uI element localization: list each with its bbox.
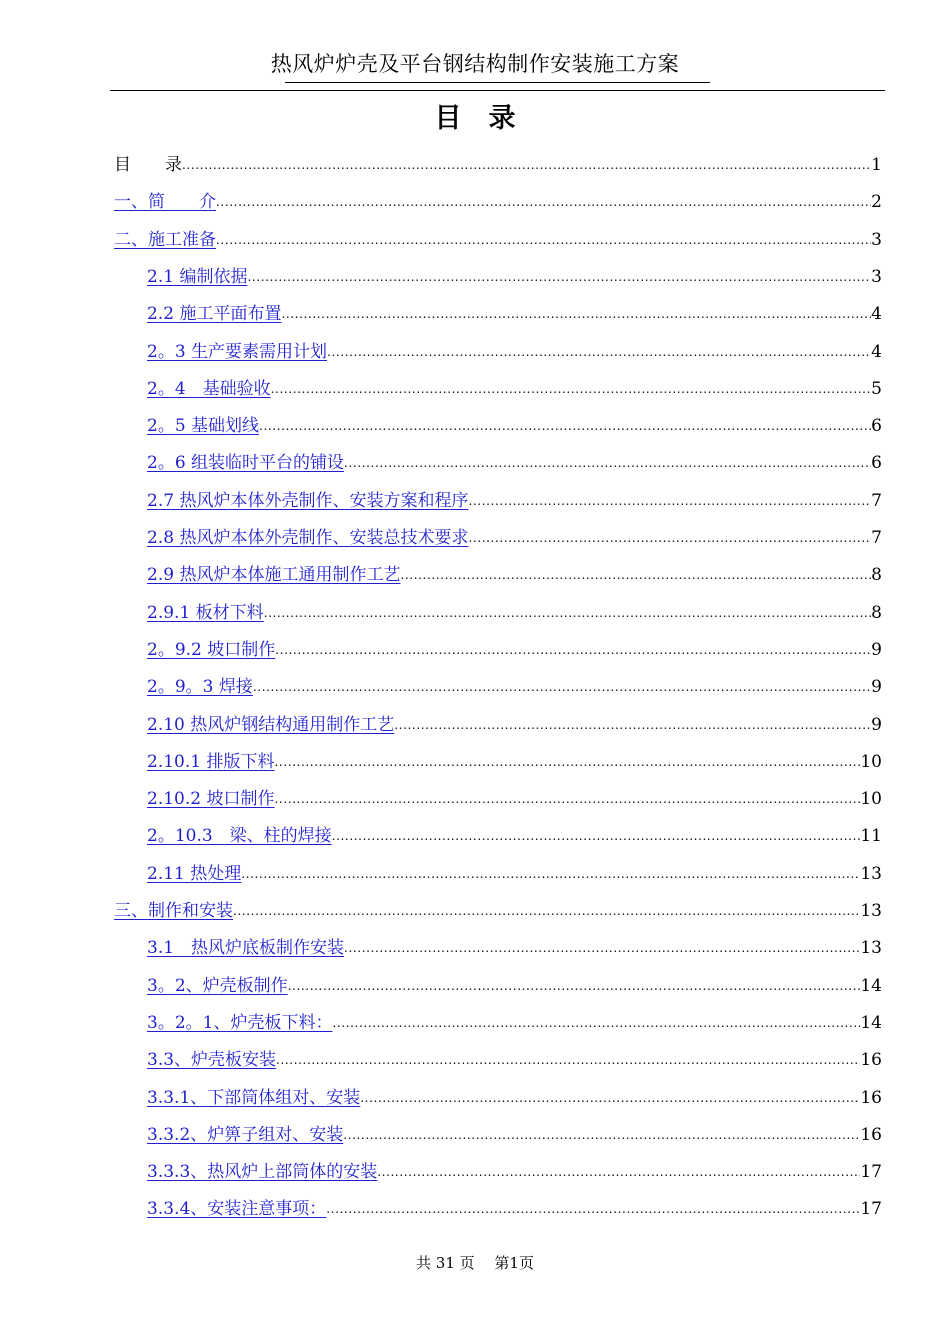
toc-entry-label[interactable]: 3.3.2、炉箅子组对、安装 (147, 1124, 344, 1145)
toc-entry-page-number: 16 (860, 1087, 882, 1108)
toc-entry[interactable] (147, 448, 882, 474)
toc-dot-leader (377, 1161, 860, 1183)
toc-entry-page-number: 16 (860, 1124, 882, 1145)
toc-dot-leader (241, 863, 860, 885)
toc-entry[interactable] (147, 971, 882, 997)
toc-dot-leader (468, 490, 871, 512)
toc-entry-label[interactable]: 3。2。1、炉壳板下料： (147, 1012, 333, 1033)
toc-entry-label[interactable]: 2。6 组装临时平台的铺设 (147, 453, 345, 474)
toc-entry-label[interactable]: 2。3 生产要素需用计划 (147, 341, 328, 362)
toc-dot-leader (344, 937, 860, 959)
toc-entry[interactable] (147, 635, 882, 661)
toc-dot-leader (182, 154, 871, 176)
toc-dot-leader (247, 266, 871, 288)
toc-entry-label[interactable]: 3.3.4、安装注意事项： (147, 1199, 327, 1220)
toc-entry[interactable] (147, 1157, 882, 1183)
toc-entry-label[interactable]: 3.1 热风炉底板制作安装 (147, 938, 345, 959)
toc-entry[interactable] (147, 299, 882, 325)
toc-entry[interactable] (147, 859, 882, 885)
toc-entry[interactable] (114, 896, 882, 922)
toc-entry-label[interactable]: 2.10 热风炉钢结构通用制作工艺 (147, 714, 395, 735)
toc-entry[interactable] (147, 411, 882, 437)
toc-entry-label[interactable]: 2。9。3 焊接 (147, 677, 253, 698)
toc-entry-label[interactable]: 3.3.3、热风炉上部筒体的安装 (147, 1162, 378, 1183)
toc-dot-leader (400, 564, 871, 586)
toc-dot-leader (326, 1198, 860, 1220)
toc-dot-leader (274, 751, 860, 773)
toc-dot-leader (276, 1049, 860, 1071)
toc-entry-page-number: 14 (860, 975, 882, 996)
toc-dot-leader (343, 1124, 860, 1146)
toc-entry[interactable] (147, 560, 882, 586)
toc-entry-page-number: 2 (871, 192, 882, 213)
toc-entry-label[interactable]: 3.3、炉壳板安装 (147, 1050, 277, 1071)
toc-dot-leader (271, 378, 872, 400)
toc-entry[interactable] (147, 672, 882, 698)
toc-dot-leader (275, 639, 871, 661)
toc-entry-page-number: 13 (860, 901, 882, 921)
toc-entry-page-number: 17 (860, 1199, 882, 1220)
toc-entry-page-number: 9 (871, 677, 882, 698)
toc-entry-page-number: 7 (871, 528, 882, 548)
page-footer: 共 31 页 第1页 (416, 1254, 534, 1272)
toc-entry[interactable] (147, 262, 882, 288)
toc-entry-label[interactable]: 2.11 热处理 (147, 863, 242, 884)
toc-entry[interactable] (147, 933, 882, 959)
toc-entry-label[interactable]: 3.3.1、下部筒体组对、安装 (147, 1087, 361, 1108)
toc-entry-page-number: 9 (871, 714, 882, 735)
toc-entry[interactable] (147, 337, 882, 363)
toc-entry-label[interactable]: 2.1 编制依据 (147, 266, 248, 287)
toc-entry-page-number: 7 (871, 490, 882, 511)
toc-dot-leader (259, 415, 871, 437)
toc-entry-label[interactable]: 2.10.1 排版下料 (147, 751, 275, 772)
toc-entry-page-number: 13 (860, 863, 882, 884)
toc-entry-page-number: 16 (860, 1050, 882, 1071)
header-title: 热风炉炉壳及平台钢结构制作安装施工方案 (270, 52, 680, 76)
toc-entry-page-number: 10 (860, 789, 882, 810)
toc-entry[interactable] (147, 374, 882, 400)
toc-entry-page-number: 5 (871, 378, 882, 399)
toc-dot-leader (394, 714, 871, 736)
toc-dot-leader (264, 602, 872, 624)
toc-dot-leader (332, 825, 861, 847)
toc-entry[interactable] (147, 523, 882, 549)
toc-dot-leader (281, 303, 871, 325)
toc-entry[interactable] (147, 747, 882, 773)
toc-entry-page-number: 8 (871, 565, 882, 586)
toc-entry-page-number: 10 (860, 751, 882, 772)
toc-entry[interactable] (147, 1083, 882, 1109)
toc-entry[interactable] (147, 784, 882, 810)
toc-entry[interactable] (114, 187, 882, 213)
toc-dot-leader (288, 975, 861, 997)
toc-entry[interactable] (147, 1194, 882, 1220)
toc-entry (114, 150, 882, 176)
toc-entry-label[interactable]: 一、简 介 (114, 192, 216, 213)
toc-entry[interactable] (147, 1045, 882, 1071)
toc-entry-label[interactable]: 2.9.1 板材下料 (147, 602, 264, 623)
toc-dot-leader (216, 229, 871, 251)
toc-entry-label[interactable]: 2。4 基础验收 (147, 378, 271, 399)
toc-entry-page-number: 3 (871, 266, 882, 287)
toc-entry-label[interactable]: 2.10.2 坡口制作 (147, 789, 275, 810)
toc-dot-leader (332, 1012, 860, 1034)
toc-entry-label[interactable]: 2.2 施工平面布置 (147, 304, 282, 325)
toc-entry-label[interactable]: 2.9 热风炉本体施工通用制作工艺 (147, 565, 401, 586)
toc-entry-page-number: 8 (871, 602, 882, 623)
toc-entry-page-number: 11 (860, 826, 882, 847)
toc-entry-page-number: 6 (871, 416, 882, 437)
toc-entry[interactable] (147, 598, 882, 624)
toc-entry-page-number: 3 (871, 229, 882, 250)
toc-dot-leader (274, 788, 860, 810)
toc-entry-page-number: 4 (871, 341, 882, 362)
toc-entry-label[interactable]: 3。2、炉壳板制作 (147, 975, 288, 996)
toc-entry-page-number: 6 (871, 453, 882, 474)
toc-entry-label[interactable]: 2.8 热风炉本体外壳制作、安装总技术要求 (147, 528, 469, 548)
toc-dot-leader (327, 341, 871, 363)
toc-entry-label[interactable]: 2。5 基础划线 (147, 416, 260, 437)
toc-dot-leader (233, 900, 860, 922)
toc-dot-leader (216, 191, 871, 213)
toc-entry-label[interactable]: 2。9.2 坡口制作 (147, 639, 276, 660)
toc-entry[interactable] (114, 225, 882, 251)
toc-dot-leader (468, 527, 871, 549)
toc-dot-leader (360, 1087, 860, 1109)
toc-entry-page-number: 9 (871, 639, 882, 660)
toc-entry-label[interactable]: 2.7 热风炉本体外壳制作、安装方案和程序 (147, 490, 469, 511)
toc-entry-page-number: 14 (860, 1012, 882, 1033)
toc-entry-label: 目 录 (114, 155, 182, 175)
toc-entry[interactable] (147, 821, 882, 847)
toc-dot-leader (344, 452, 871, 474)
toc-entry-page-number: 17 (860, 1162, 882, 1183)
toc-entry-label[interactable]: 三、制作和安装 (114, 901, 233, 921)
toc-entry-page-number: 1 (871, 155, 882, 175)
toc-entry[interactable] (147, 1120, 882, 1146)
toc-entry-page-number: 13 (860, 938, 882, 959)
toc-entry[interactable] (147, 486, 882, 512)
toc-dot-leader (253, 676, 871, 698)
toc-entry[interactable] (147, 710, 882, 736)
toc-entry-label[interactable]: 二、施工准备 (114, 229, 216, 250)
toc-entry-page-number: 4 (871, 304, 882, 325)
toc-heading: 目 录 (434, 103, 516, 134)
toc-entry[interactable] (147, 1008, 882, 1034)
toc-entry-label[interactable]: 2。10.3 梁、柱的焊接 (147, 826, 332, 847)
